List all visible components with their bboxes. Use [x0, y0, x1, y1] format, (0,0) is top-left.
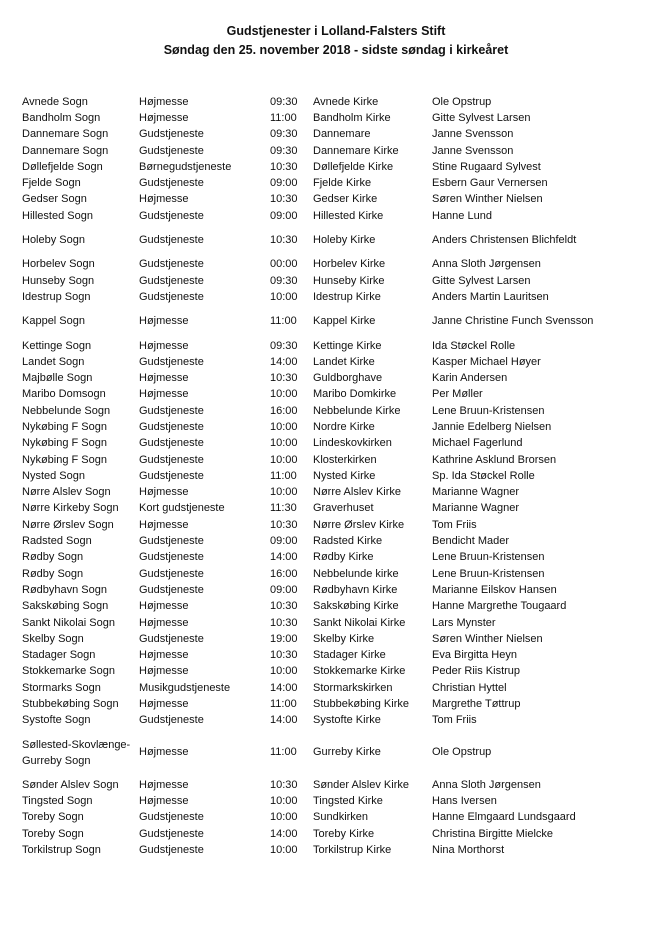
pastor-name: Anders Martin Lauritsen [432, 290, 549, 303]
parish-name: Dannemare Sogn [22, 128, 109, 141]
table-row [22, 208, 642, 224]
service-type: Højmesse [139, 486, 189, 499]
service-type: Højmesse [139, 315, 189, 328]
parish-name: Tingsted Sogn [22, 794, 93, 807]
service-time: 00:00 [270, 258, 298, 271]
parish-name: Holeby Sogn [22, 234, 85, 247]
parish-name: Systofte Sogn [22, 714, 91, 727]
service-type: Gudstjeneste [139, 843, 204, 856]
parish-name: Sankt Nikolai Sogn [22, 616, 115, 629]
pastor-name: Margrethe Tøttrup [432, 698, 521, 711]
service-time: 10:30 [270, 372, 298, 385]
service-time: 09:30 [270, 95, 298, 108]
church-name: Hunseby Kirke [313, 274, 385, 287]
church-name: Horbelev Kirke [313, 258, 386, 271]
table-row [22, 485, 642, 501]
pastor-name: Christian Hyttel [432, 681, 507, 694]
parish-name: Maribo Domsogn [22, 388, 106, 401]
table-row [22, 419, 642, 435]
table-row [22, 777, 642, 793]
service-type: Gudstjeneste [139, 404, 204, 417]
service-time: 19:00 [270, 632, 298, 645]
church-name: Toreby Kirke [313, 827, 375, 840]
parish-name: Torkilstrup Sogn [22, 843, 101, 856]
service-time: 09:30 [270, 128, 298, 141]
service-type: Højmesse [139, 746, 189, 759]
parish-name: Idestrup Sogn [22, 290, 91, 303]
service-type: Højmesse [139, 339, 189, 352]
service-type: Gudstjeneste [139, 258, 204, 271]
service-type: Højmesse [139, 95, 189, 108]
parish-name: Avnede Sogn [22, 95, 88, 108]
table-row [22, 713, 642, 729]
service-time: 11:00 [270, 746, 297, 759]
service-time: 09:00 [270, 583, 298, 596]
service-type: Gudstjeneste [139, 128, 204, 141]
church-name: Maribo Domkirke [313, 388, 397, 401]
service-type: Højmesse [139, 600, 189, 613]
church-name: Graverhuset [313, 502, 374, 515]
church-name: Rødbyhavn Kirke [313, 583, 398, 596]
pastor-name: Janne Christine Funch Svensson [432, 315, 594, 328]
service-time: 16:00 [270, 404, 298, 417]
row-spacer-cell [22, 249, 642, 257]
table-row [22, 696, 642, 712]
pastor-name: Tom Friis [432, 518, 477, 531]
service-time: 10:30 [270, 778, 298, 791]
table-row [22, 192, 642, 208]
church-name: Stadager Kirke [313, 649, 386, 662]
document-subtitle: Søndag den 25. november 2018 - sidste søndag i kirkeåret [163, 43, 509, 57]
table-row [22, 232, 642, 248]
table-row [22, 110, 642, 126]
pastor-name: Jannie Edelberg Nielsen [432, 420, 552, 433]
pastor-name: Christina Birgitte Mielcke [432, 827, 554, 840]
service-time: 11:00 [270, 315, 297, 328]
pastor-name: Søren Winther Nielsen [432, 632, 543, 645]
service-time: 10:00 [270, 665, 298, 678]
pastor-name: Marianne Wagner [432, 502, 520, 515]
service-type: Gudstjeneste [139, 355, 204, 368]
service-type: Gudstjeneste [139, 567, 204, 580]
service-type: Gudstjeneste [139, 453, 204, 466]
service-time: 09:30 [270, 144, 298, 157]
pastor-name: Janne Svensson [432, 144, 514, 157]
parish-name: Gedser Sogn [22, 193, 87, 206]
service-type: Gudstjeneste [139, 144, 204, 157]
row-spacer [22, 249, 642, 257]
parish-name: Dannemare Sogn [22, 144, 109, 157]
service-type: Gudstjeneste [139, 583, 204, 596]
table-row [22, 680, 642, 696]
table-row [22, 517, 642, 533]
church-name: Tingsted Kirke [313, 794, 383, 807]
church-name: Fjelde Kirke [313, 177, 372, 190]
parish-name: Radsted Sogn [22, 535, 92, 548]
table-row [22, 338, 642, 354]
church-name: Nebbelunde kirke [313, 567, 399, 580]
pastor-name: Per Møller [432, 388, 483, 401]
pastor-name: Janne Svensson [432, 128, 514, 141]
church-name: Døllefjelde Kirke [313, 160, 394, 173]
service-time: 10:30 [270, 649, 298, 662]
church-name: Idestrup Kirke [313, 290, 381, 303]
parish-name: Majbølle Sogn [22, 372, 93, 385]
pastor-name: Hans Iversen [432, 794, 497, 807]
church-name: Nysted Kirke [313, 469, 376, 482]
church-name: Bandholm Kirke [313, 111, 391, 124]
service-time: 10:30 [270, 193, 298, 206]
service-time: 10:00 [270, 843, 298, 856]
pastor-name: Marianne Eilskov Hansen [432, 583, 557, 596]
parish-name: Skelby Sogn [22, 632, 84, 645]
table-row [22, 314, 642, 330]
pastor-name: Stine Rugaard Sylvest [432, 160, 541, 173]
church-name: Klosterkirken [313, 453, 377, 466]
church-name: Holeby Kirke [313, 234, 376, 247]
pastor-name: Ida Støckel Rolle [432, 339, 516, 352]
table-row [22, 143, 642, 159]
pastor-name: Esbern Gaur Vernersen [432, 177, 548, 190]
pastor-name: Eva Birgitta Heyn [432, 649, 517, 662]
table-row [22, 566, 642, 582]
row-spacer [22, 306, 642, 314]
pastor-name: Ole Opstrup [432, 746, 492, 759]
pastor-name: Anna Sloth Jørgensen [432, 778, 541, 791]
service-time: 10:30 [270, 600, 298, 613]
document-title: Gudstjenester i Lolland-Falsters Stift [226, 24, 446, 38]
service-type: Højmesse [139, 778, 189, 791]
parish-name: Rødby Sogn [22, 551, 84, 564]
service-time: 14:00 [270, 681, 298, 694]
church-name: Torkilstrup Kirke [313, 843, 392, 856]
church-name: Nørre Ørslev Kirke [313, 518, 405, 531]
table-row [22, 615, 642, 631]
table-row [22, 810, 642, 826]
parish-name: Stubbekøbing Sogn [22, 698, 119, 711]
pastor-name: Hanne Margrethe Tougaard [432, 600, 567, 613]
church-name: Stokkemarke Kirke [313, 665, 406, 678]
church-name: Hillested Kirke [313, 209, 384, 222]
church-name: Rødby Kirke [313, 551, 374, 564]
table-row [22, 737, 642, 769]
church-name: Dannemare [313, 128, 371, 141]
table-row [22, 289, 642, 305]
service-type: Gudstjeneste [139, 290, 204, 303]
service-time: 14:00 [270, 827, 298, 840]
service-time: 11:00 [270, 698, 297, 711]
parish-name: Nørre Kirkeby Sogn [22, 502, 119, 515]
service-time: 16:00 [270, 567, 298, 580]
table-row [22, 599, 642, 615]
church-name: Nebbelunde Kirke [313, 404, 401, 417]
service-type: Gudstjeneste [139, 177, 204, 190]
table-row [22, 631, 642, 647]
service-time: 09:00 [270, 209, 298, 222]
service-time: 10:30 [270, 616, 298, 629]
table-row [22, 468, 642, 484]
parish-name: Stokkemarke Sogn [22, 665, 115, 678]
parish-name: Nykøbing F Sogn [22, 420, 107, 433]
row-spacer-cell [22, 306, 642, 314]
service-time: 14:00 [270, 355, 298, 368]
service-time: 09:30 [270, 274, 298, 287]
church-name: Nordre Kirke [313, 420, 375, 433]
church-name: Radsted Kirke [313, 535, 383, 548]
parish-name: Kettinge Sogn [22, 339, 92, 352]
parish-name: Bandholm Sogn [22, 111, 101, 124]
table-row [22, 826, 642, 842]
service-type: Højmesse [139, 665, 189, 678]
parish-name: Sakskøbing Sogn [22, 600, 109, 613]
table-row [22, 257, 642, 273]
service-time: 10:00 [270, 388, 298, 401]
parish-name: Toreby Sogn [22, 811, 84, 824]
service-type: Gudstjeneste [139, 209, 204, 222]
table-row [22, 582, 642, 598]
service-time: 10:30 [270, 234, 298, 247]
service-type: Kort gudstjeneste [139, 502, 225, 515]
pastor-name: Hanne Lund [432, 209, 492, 222]
service-type: Gudstjeneste [139, 274, 204, 287]
pastor-name: Peder Riis Kistrup [432, 665, 521, 678]
table-row [22, 842, 642, 858]
pastor-name: Ole Opstrup [432, 95, 492, 108]
pastor-name: Gitte Sylvest Larsen [432, 111, 531, 124]
table-row [22, 94, 642, 110]
parish-name: Hunseby Sogn [22, 274, 95, 287]
parish-name: Rødby Sogn [22, 567, 84, 580]
pastor-name: Anna Sloth Jørgensen [432, 258, 541, 271]
service-type: Gudstjeneste [139, 469, 204, 482]
service-type: Børnegudstjeneste [139, 160, 232, 173]
table-row [22, 273, 642, 289]
table-row [22, 501, 642, 517]
service-time: 10:00 [270, 794, 298, 807]
table-row [22, 793, 642, 809]
pastor-name: Kathrine Asklund Brorsen [432, 453, 557, 466]
service-time: 11:30 [270, 502, 297, 515]
pastor-name: Hanne Elmgaard Lundsgaard [432, 811, 576, 824]
service-type: Gudstjeneste [139, 535, 204, 548]
table-row [22, 664, 642, 680]
church-name: Kappel Kirke [313, 315, 376, 328]
pastor-name: Lene Bruun-Kristensen [432, 567, 545, 580]
service-type: Gudstjeneste [139, 437, 204, 450]
church-name: Sønder Alslev Kirke [313, 778, 409, 791]
table-row [22, 354, 642, 370]
pastor-name: Marianne Wagner [432, 486, 520, 499]
parish-name: Hillested Sogn [22, 209, 93, 222]
service-type: Højmesse [139, 193, 189, 206]
parish-name: Nørre Alslev Sogn [22, 486, 111, 499]
service-schedule-table [22, 94, 642, 858]
parish-name: Nørre Ørslev Sogn [22, 518, 114, 531]
parish-name: Døllefjelde Sogn [22, 160, 103, 173]
parish-name: Sønder Alslev Sogn [22, 778, 119, 791]
table-row [22, 127, 642, 143]
service-time: 09:00 [270, 177, 298, 190]
parish-name: Stormarks Sogn [22, 681, 101, 694]
church-name: Gedser Kirke [313, 193, 378, 206]
parish-name: Fjelde Sogn [22, 177, 81, 190]
table-row [22, 403, 642, 419]
service-type: Højmesse [139, 616, 189, 629]
parish-name: Horbelev Sogn [22, 258, 95, 271]
table-row [22, 159, 642, 175]
row-spacer [22, 330, 642, 338]
parish-name: Rødbyhavn Sogn [22, 583, 107, 596]
pastor-name: Søren Winther Nielsen [432, 193, 543, 206]
service-time: 14:00 [270, 551, 298, 564]
row-spacer-cell [22, 729, 642, 737]
pastor-name: Kasper Michael Høyer [432, 355, 541, 368]
parish-name: Toreby Sogn [22, 827, 84, 840]
church-name: Kettinge Kirke [313, 339, 382, 352]
row-spacer-cell [22, 769, 642, 777]
service-time: 10:00 [270, 811, 298, 824]
service-type: Højmesse [139, 111, 189, 124]
service-type: Højmesse [139, 698, 189, 711]
parish-name: Nykøbing F Sogn [22, 437, 107, 450]
table-row [22, 648, 642, 664]
parish-name: Kappel Sogn [22, 315, 85, 328]
row-spacer-cell [22, 330, 642, 338]
pastor-name: Sp. Ida Støckel Rolle [432, 469, 535, 482]
church-name: Lindeskovkirken [313, 437, 392, 450]
service-type: Højmesse [139, 388, 189, 401]
pastor-name: Michael Fagerlund [432, 437, 523, 450]
pastor-name: Tom Friis [432, 714, 477, 727]
table-row [22, 175, 642, 191]
service-type: Gudstjeneste [139, 632, 204, 645]
pastor-name: Anders Christensen Blichfeldt [432, 234, 577, 247]
church-name: Skelby Kirke [313, 632, 375, 645]
service-time: 10:00 [270, 453, 298, 466]
pastor-name: Lars Mynster [432, 616, 496, 629]
church-name: Gurreby Kirke [313, 746, 381, 759]
table-row [22, 370, 642, 386]
church-name: Sakskøbing Kirke [313, 600, 399, 613]
service-time: 10:30 [270, 160, 298, 173]
table-row [22, 436, 642, 452]
row-spacer [22, 224, 642, 232]
church-name: Stubbekøbing Kirke [313, 698, 409, 711]
service-type: Gudstjeneste [139, 811, 204, 824]
service-type: Gudstjeneste [139, 551, 204, 564]
service-type: Gudstjeneste [139, 714, 204, 727]
pastor-name: Karin Andersen [432, 372, 508, 385]
service-type: Højmesse [139, 649, 189, 662]
table-row [22, 550, 642, 566]
service-type: Gudstjeneste [139, 420, 204, 433]
parish-name: Nykøbing F Sogn [22, 453, 107, 466]
church-name: Landet Kirke [313, 355, 375, 368]
parish-name: Stadager Sogn [22, 649, 96, 662]
church-name: Nørre Alslev Kirke [313, 486, 402, 499]
service-type: Gudstjeneste [139, 234, 204, 247]
service-time: 11:00 [270, 469, 297, 482]
parish-name: Landet Sogn [22, 355, 85, 368]
row-spacer [22, 729, 642, 737]
service-time: 10:00 [270, 486, 298, 499]
service-time: 10:00 [270, 420, 298, 433]
pastor-name: Nina Morthorst [432, 843, 505, 856]
parish-name: Nebbelunde Sogn [22, 404, 111, 417]
pastor-name: Gitte Sylvest Larsen [432, 274, 531, 287]
service-time: 10:00 [270, 437, 298, 450]
service-type: Musikgudstjeneste [139, 681, 231, 694]
pastor-name: Lene Bruun-Kristensen [432, 404, 545, 417]
service-time: 10:30 [270, 518, 298, 531]
church-name: Sankt Nikolai Kirke [313, 616, 406, 629]
church-name: Avnede Kirke [313, 95, 379, 108]
church-name: Sundkirken [313, 811, 369, 824]
church-name: Dannemare Kirke [313, 144, 399, 157]
service-type: Højmesse [139, 372, 189, 385]
service-time: 09:30 [270, 339, 298, 352]
service-type: Gudstjeneste [139, 827, 204, 840]
pastor-name: Bendicht Mader [432, 535, 510, 548]
church-name: Guldborghave [313, 372, 383, 385]
service-time: 11:00 [270, 111, 297, 124]
row-spacer-cell [22, 224, 642, 232]
service-type: Højmesse [139, 518, 189, 531]
row-spacer [22, 769, 642, 777]
table-row [22, 533, 642, 549]
parish-name: Nysted Sogn [22, 469, 85, 482]
parish-name: Søllested-Skovlænge-Gurreby Sogn [22, 738, 131, 767]
table-row [22, 452, 642, 468]
church-name: Systofte Kirke [313, 714, 381, 727]
service-time: 10:00 [270, 290, 298, 303]
service-type: Højmesse [139, 794, 189, 807]
service-time: 14:00 [270, 714, 298, 727]
table-row [22, 387, 642, 403]
pastor-name: Lene Bruun-Kristensen [432, 551, 545, 564]
service-time: 09:00 [270, 535, 298, 548]
church-name: Stormarkskirken [313, 681, 393, 694]
